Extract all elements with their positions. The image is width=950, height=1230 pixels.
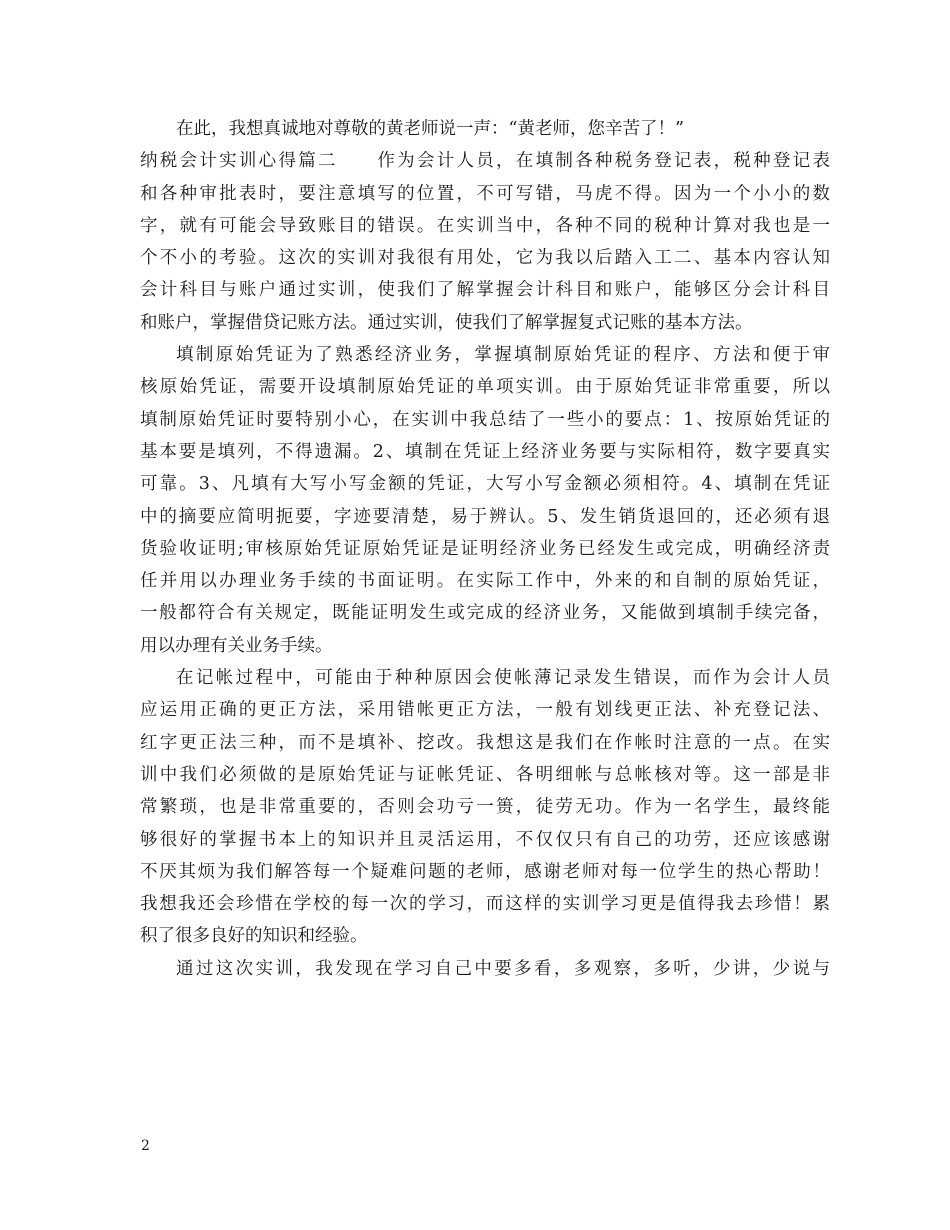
text-line: 核原始凭证，需要开设填制原始凭证的单项实训。由于原始凭证非常重要，所以 xyxy=(140,377,830,398)
text-line: 填制原始凭证为了熟悉经济业务，掌握填制原始凭证的程序、方法和便于审 xyxy=(176,345,830,366)
text-line: 字，就有可能会导致账目的错误。在实训当中，各种不同的税种计算对我也是一 xyxy=(140,215,830,236)
text-line: 中的摘要应简明扼要，字迹要清楚，易于辨认。5、发生销货退回的，还必须有退 xyxy=(140,506,830,527)
text-line: 训中我们必须做的是原始凭证与证帐凭证、各明细帐与总帐核对等。这一部是非 xyxy=(140,764,830,785)
text-line: 应运用正确的更正方法，采用错帐更正方法，一般有划线更正法、补充登记法、 xyxy=(140,700,830,721)
text-line: 红字更正法三种，而不是填补、挖改。我想这是我们在作帐时注意的一点。在实 xyxy=(140,732,830,753)
text-line: 不厌其烦为我们解答每一个疑难问题的老师，感谢老师对每一位学生的热心帮助！ xyxy=(140,861,830,882)
page-number: 2 xyxy=(141,1138,150,1154)
text-line: 通过这次实训，我发现在学习自己中要多看，多观察，多听，少讲，少说与 xyxy=(176,958,830,979)
text-line: 一般都符合有关规定，既能证明发生或完成的经济业务，又能做到填制手续完备， xyxy=(140,603,830,624)
text-line: 可靠。3、凡填有大写小写金额的凭证，大写小写金额必须相符。4、填制在凭证 xyxy=(140,474,830,495)
text-line: 和账户，掌握借贷记账方法。通过实训，使我们了解掌握复式记账的基本方法。 xyxy=(140,312,753,333)
body-text xyxy=(140,113,830,985)
text-line: 够很好的掌握书本上的知识并且灵活运用，不仅仅只有自己的功劳，还应该感谢 xyxy=(140,829,830,850)
text-line: 我想我还会珍惜在学校的每一次的学习，而这样的实训学习更是值得我去珍惜！累 xyxy=(140,894,830,915)
text-line: 在记帐过程中，可能由于种种原因会使帐薄记录发生错误，而作为会计人员 xyxy=(176,668,830,689)
text-line: 纳税会计实训心得篇二 作为会计人员，在填制各种税务登记表，税种登记表 xyxy=(140,151,830,172)
text-line: 任并用以办理业务手续的书面证明。在实际工作中，外来的和自制的原始凭证， xyxy=(140,571,830,592)
text-line: 填制原始凭证时要特别小心，在实训中我总结了一些小的要点：1、按原始凭证的 xyxy=(140,409,830,430)
text-line: 和各种审批表时，要注意填写的位置，不可写错，马虎不得。因为一个小小的数 xyxy=(140,183,830,204)
text-line: 个不小的考验。这次的实训对我很有用处，它为我以后踏入工二、基本内容认知 xyxy=(140,248,830,269)
text-line: 货验收证明;审核原始凭证原始凭证是证明经济业务已经发生或完成，明确经济责 xyxy=(140,538,830,559)
text-line: 用以办理有关业务手续。 xyxy=(140,635,333,656)
text-line: 积了很多良好的知识和经验。 xyxy=(140,926,368,947)
text-line: 在此，我想真诚地对尊敬的黄老师说一声：“黄老师，您辛苦了！” xyxy=(176,119,684,139)
text-line: 基本要是填列，不得遗漏。2、填制在凭证上经济业务要与实际相符，数字要真实 xyxy=(140,441,830,462)
text-line: 会计科目与账户通过实训，使我们了解掌握会计科目和账户，能够区分会计科目 xyxy=(140,280,830,301)
text-line: 常繁琐，也是非常重要的，否则会功亏一篑，徒劳无功。作为一名学生，最终能 xyxy=(140,797,830,818)
